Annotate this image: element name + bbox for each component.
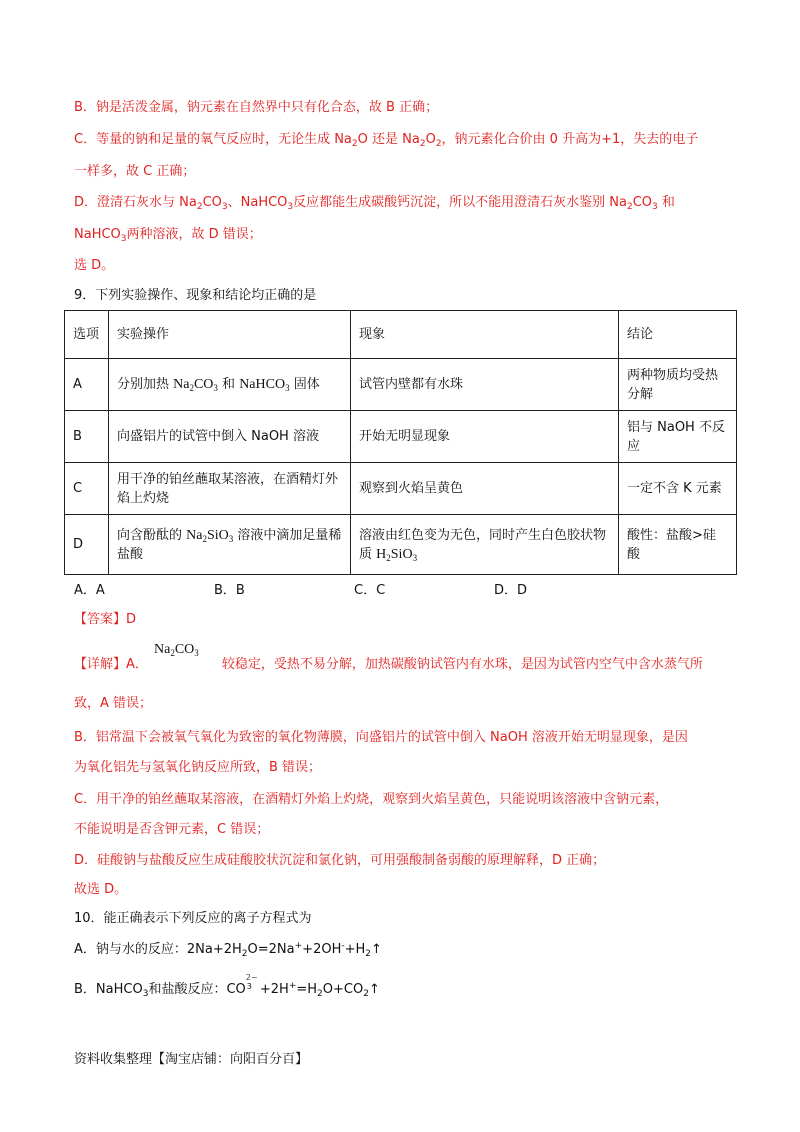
- question-9-table: [64, 310, 737, 575]
- explanation-d-line1: D．澄清石灰水与 $Na_2CO_3$、NaHCO$_3$反应都能生成碳酸钙沉淀，所以不能用澄清石灰水鉴别 $Na_2CO_3$ 和: [74, 195, 675, 212]
- row-b-option: B: [65, 411, 109, 463]
- question-9-choices: [74, 579, 634, 599]
- detail-a-line1: 【详解】A． 较稳定，受热不易分解，加热碳酸钠试管内有水珠，是因为试管内空气中含水蒸气所: [74, 657, 703, 672]
- header-conclusion: 结论: [619, 311, 737, 359]
- detail-d-line1: D．硅酸钠与盐酸反应生成硅酸胶状沉淀和氯化钠，可用强酸制备弱酸的原理解释，D 正确；: [74, 853, 606, 868]
- explanation-c-line2: 一样多，故 C 正确；: [74, 164, 196, 179]
- explanation-conclusion: 选 D。: [74, 258, 115, 273]
- row-d-option: D: [65, 515, 109, 575]
- table-header-row: [65, 311, 737, 359]
- choice-d: D．D: [494, 583, 528, 598]
- question-10-stem: 10．能正确表示下列反应的离子方程式为: [74, 911, 312, 926]
- table-row: [65, 359, 737, 411]
- row-b-conclusion: 铝与 NaOH 不反应: [619, 411, 737, 463]
- row-a-option: A: [65, 359, 109, 411]
- question-10-option-b: B．NaHCO$_3$和盐酸反应：CO 2− 3 $+2H^+=H_2O+CO_2↑$: [74, 973, 380, 999]
- row-b-phenomenon: 开始无明显现象: [351, 411, 619, 463]
- question-10-option-a: A．钠与水的反应：$2Na+2H_2O=2Na^++2OH^-+H_2↑$: [74, 941, 382, 959]
- header-option: 选项: [65, 311, 109, 359]
- choice-c: C．C: [354, 583, 386, 598]
- row-d-operation: 向含酚酞的 $Na_2SiO_3$ 溶液中滴加足量稀盐酸: [109, 515, 351, 575]
- page-footer: 资料收集整理【淘宝店铺：向阳百分百】: [74, 1052, 309, 1067]
- question-9-answer: 【答案】D: [74, 612, 137, 627]
- explanation-b: B．钠是活泼金属，钠元素在自然界中只有化合态，故 B 正确；: [74, 100, 439, 115]
- choice-b: B．B: [214, 583, 245, 598]
- detail-c-line2: 不能说明是否含钾元素，C 错误；: [74, 822, 270, 837]
- choice-a: A．A: [74, 583, 105, 598]
- detail-b-line2: 为氧化铝先与氢氧化钠反应所致，B 错误；: [74, 760, 322, 775]
- explanation-d-line2: NaHCO$_3$两种溶液，故 D 错误；: [74, 227, 262, 244]
- detail-a-formula: $Na_2CO_3$: [154, 642, 199, 658]
- detail-conclusion: 故选 D。: [74, 882, 128, 897]
- header-phenomenon: 现象: [351, 311, 619, 359]
- row-d-phenomenon: 溶液由红色变为无色，同时产生白色胶状物质 $H_2SiO_3$: [351, 515, 619, 575]
- row-a-phenomenon: 试管内壁都有水珠: [351, 359, 619, 411]
- detail-c-line1: C．用干净的铂丝蘸取某溶液，在酒精灯外焰上灼烧，观察到火焰呈黄色，只能说明该溶液中含钠元素，: [74, 792, 669, 807]
- detail-a-line2: 致，A 错误；: [74, 696, 153, 711]
- question-9-stem: 9．下列实验操作、现象和结论均正确的是: [74, 288, 317, 303]
- row-b-operation: 向盛铝片的试管中倒入 NaOH 溶液: [109, 411, 351, 463]
- detail-b-line1: B．铝常温下会被氧气氧化为致密的氧化物薄膜，向盛铝片的试管中倒入 NaOH 溶液开始无明显现象，是因: [74, 730, 688, 745]
- explanation-c-line1: C．等量的钠和足量的氧气反应时，无论生成 $Na_2O$ 还是 $Na_2O_2$，钠元素化合价由 0 升高为+1，失去的电子: [74, 132, 699, 149]
- row-c-conclusion: 一定不含 K 元素: [619, 463, 737, 515]
- table-row: [65, 515, 737, 575]
- row-d-conclusion: 酸性：盐酸>硅酸: [619, 515, 737, 575]
- row-c-phenomenon: 观察到火焰呈黄色: [351, 463, 619, 515]
- table-row: [65, 411, 737, 463]
- table-row: [65, 463, 737, 515]
- header-operation: 实验操作: [109, 311, 351, 359]
- row-a-conclusion: 两种物质均受热分解: [619, 359, 737, 411]
- row-c-option: C: [65, 463, 109, 515]
- row-c-operation: 用干净的铂丝蘸取某溶液，在酒精灯外焰上灼烧: [109, 463, 351, 515]
- row-a-operation: 分别加热 $Na_2CO_3$ 和 NaHCO$_3$ 固体: [109, 359, 351, 411]
